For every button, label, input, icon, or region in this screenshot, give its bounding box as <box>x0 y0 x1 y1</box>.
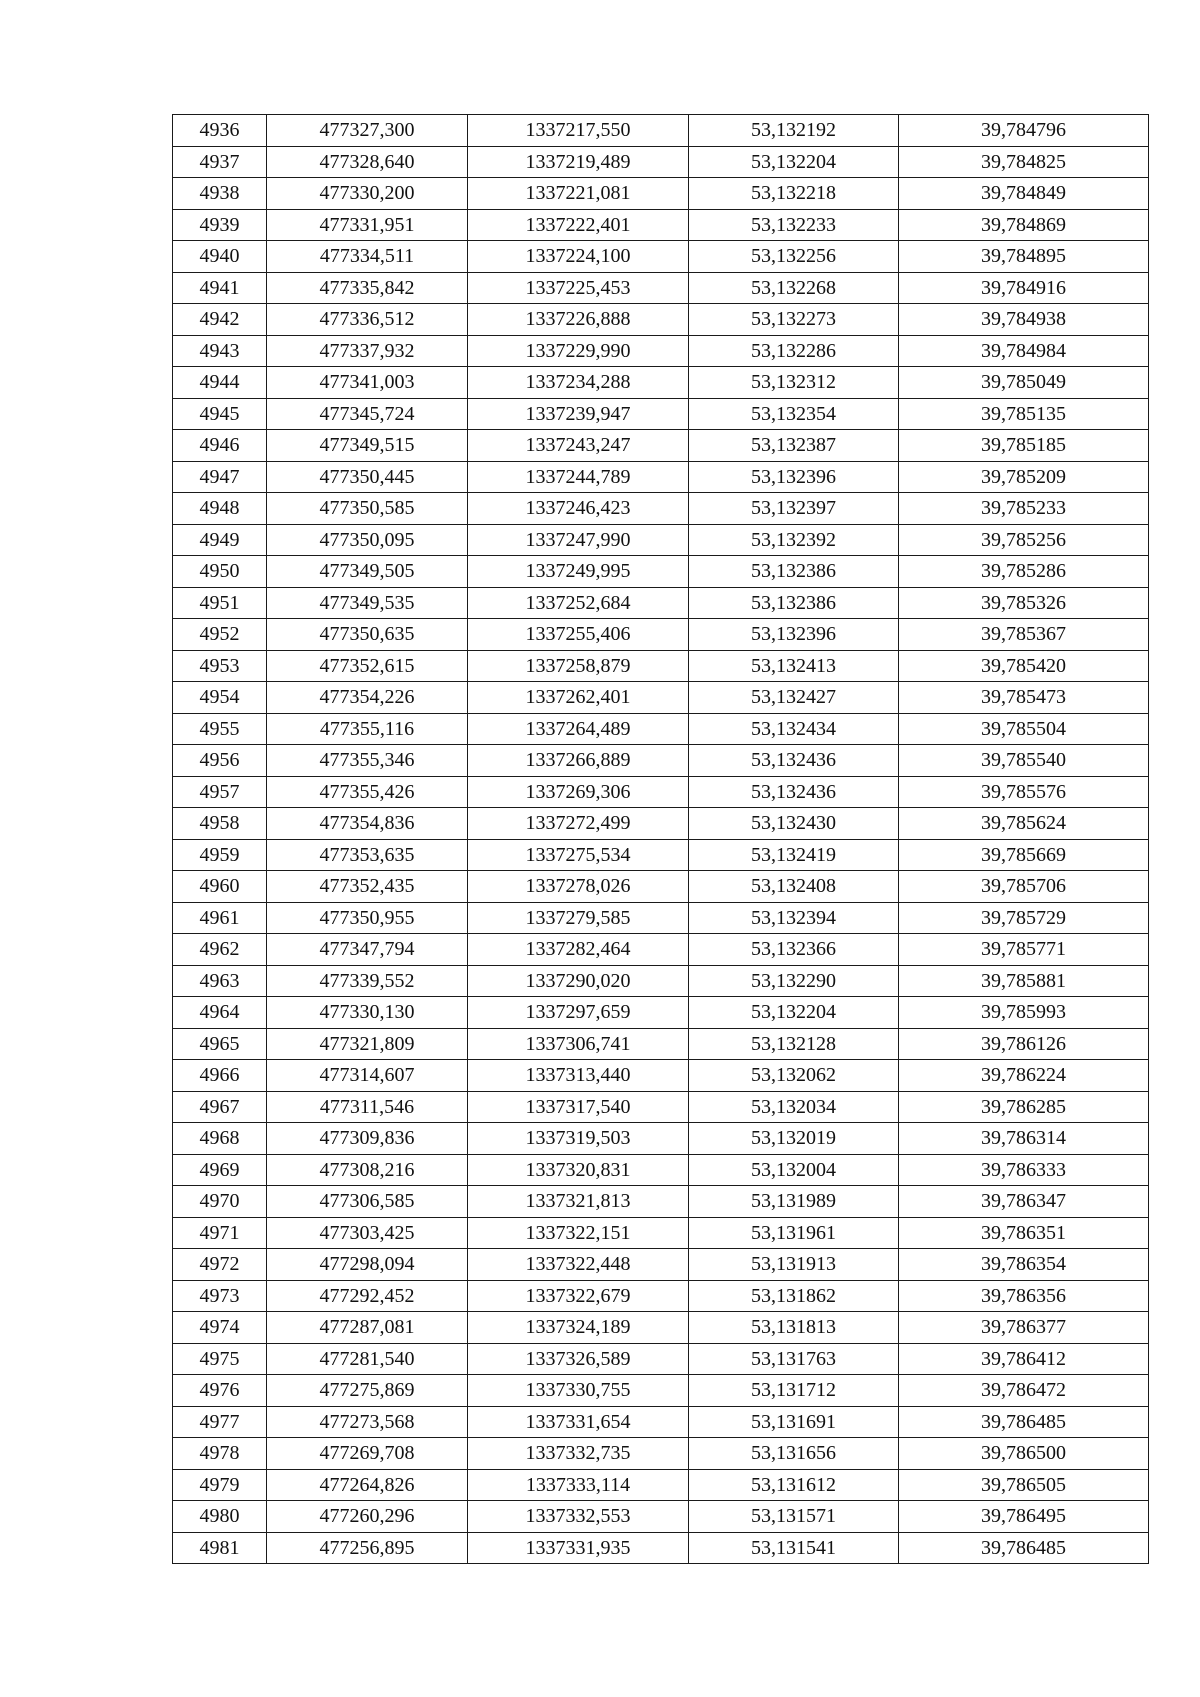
latitude-cell: 53,132004 <box>689 1154 899 1186</box>
point-number-cell: 4944 <box>173 367 267 399</box>
x-coordinate-cell: 477352,615 <box>267 650 468 682</box>
x-coordinate-cell: 477349,515 <box>267 430 468 462</box>
y-coordinate-cell: 1337331,935 <box>468 1532 689 1564</box>
table-row <box>173 556 1149 588</box>
y-coordinate-cell: 1337249,995 <box>468 556 689 588</box>
table-row <box>173 587 1149 619</box>
point-number-cell: 4957 <box>173 776 267 808</box>
longitude-cell: 39,786126 <box>899 1028 1149 1060</box>
latitude-cell: 53,131571 <box>689 1501 899 1533</box>
table-row <box>173 1406 1149 1438</box>
x-coordinate-cell: 477341,003 <box>267 367 468 399</box>
table-row <box>173 461 1149 493</box>
longitude-cell: 39,786285 <box>899 1091 1149 1123</box>
x-coordinate-cell: 477330,130 <box>267 997 468 1029</box>
table-row <box>173 398 1149 430</box>
table-row <box>173 1375 1149 1407</box>
x-coordinate-cell: 477350,635 <box>267 619 468 651</box>
x-coordinate-cell: 477292,452 <box>267 1280 468 1312</box>
x-coordinate-cell: 477345,724 <box>267 398 468 430</box>
latitude-cell: 53,131691 <box>689 1406 899 1438</box>
latitude-cell: 53,132419 <box>689 839 899 871</box>
table-row <box>173 493 1149 525</box>
table-row <box>173 209 1149 241</box>
y-coordinate-cell: 1337332,553 <box>468 1501 689 1533</box>
point-number-cell: 4936 <box>173 115 267 147</box>
longitude-cell: 39,786377 <box>899 1312 1149 1344</box>
table-row <box>173 1438 1149 1470</box>
y-coordinate-cell: 1337322,679 <box>468 1280 689 1312</box>
table-row <box>173 304 1149 336</box>
table-row <box>173 871 1149 903</box>
longitude-cell: 39,785286 <box>899 556 1149 588</box>
longitude-cell: 39,785540 <box>899 745 1149 777</box>
latitude-cell: 53,132218 <box>689 178 899 210</box>
x-coordinate-cell: 477350,095 <box>267 524 468 556</box>
point-number-cell: 4965 <box>173 1028 267 1060</box>
point-number-cell: 4949 <box>173 524 267 556</box>
longitude-cell: 39,784916 <box>899 272 1149 304</box>
y-coordinate-cell: 1337224,100 <box>468 241 689 273</box>
point-number-cell: 4978 <box>173 1438 267 1470</box>
x-coordinate-cell: 477309,836 <box>267 1123 468 1155</box>
x-coordinate-cell: 477349,535 <box>267 587 468 619</box>
y-coordinate-cell: 1337322,151 <box>468 1217 689 1249</box>
latitude-cell: 53,132413 <box>689 650 899 682</box>
latitude-cell: 53,131656 <box>689 1438 899 1470</box>
longitude-cell: 39,786485 <box>899 1532 1149 1564</box>
point-number-cell: 4941 <box>173 272 267 304</box>
y-coordinate-cell: 1337297,659 <box>468 997 689 1029</box>
point-number-cell: 4976 <box>173 1375 267 1407</box>
point-number-cell: 4970 <box>173 1186 267 1218</box>
x-coordinate-cell: 477350,445 <box>267 461 468 493</box>
x-coordinate-cell: 477354,836 <box>267 808 468 840</box>
y-coordinate-cell: 1337324,189 <box>468 1312 689 1344</box>
table-row <box>173 1501 1149 1533</box>
x-coordinate-cell: 477355,116 <box>267 713 468 745</box>
longitude-cell: 39,786356 <box>899 1280 1149 1312</box>
latitude-cell: 53,132019 <box>689 1123 899 1155</box>
latitude-cell: 53,132268 <box>689 272 899 304</box>
latitude-cell: 53,131763 <box>689 1343 899 1375</box>
x-coordinate-cell: 477269,708 <box>267 1438 468 1470</box>
y-coordinate-cell: 1337226,888 <box>468 304 689 336</box>
table-row <box>173 682 1149 714</box>
table-row <box>173 1217 1149 1249</box>
x-coordinate-cell: 477303,425 <box>267 1217 468 1249</box>
point-number-cell: 4950 <box>173 556 267 588</box>
longitude-cell: 39,785473 <box>899 682 1149 714</box>
latitude-cell: 53,132396 <box>689 461 899 493</box>
point-number-cell: 4955 <box>173 713 267 745</box>
y-coordinate-cell: 1337221,081 <box>468 178 689 210</box>
point-number-cell: 4939 <box>173 209 267 241</box>
longitude-cell: 39,786472 <box>899 1375 1149 1407</box>
y-coordinate-cell: 1337262,401 <box>468 682 689 714</box>
y-coordinate-cell: 1337255,406 <box>468 619 689 651</box>
point-number-cell: 4980 <box>173 1501 267 1533</box>
longitude-cell: 39,785881 <box>899 965 1149 997</box>
table-row <box>173 430 1149 462</box>
table-row <box>173 1060 1149 1092</box>
point-number-cell: 4948 <box>173 493 267 525</box>
table-row <box>173 1091 1149 1123</box>
point-number-cell: 4963 <box>173 965 267 997</box>
y-coordinate-cell: 1337330,755 <box>468 1375 689 1407</box>
latitude-cell: 53,132273 <box>689 304 899 336</box>
point-number-cell: 4943 <box>173 335 267 367</box>
y-coordinate-cell: 1337219,489 <box>468 146 689 178</box>
latitude-cell: 53,132204 <box>689 146 899 178</box>
x-coordinate-cell: 477327,300 <box>267 115 468 147</box>
y-coordinate-cell: 1337229,990 <box>468 335 689 367</box>
point-number-cell: 4966 <box>173 1060 267 1092</box>
point-number-cell: 4959 <box>173 839 267 871</box>
y-coordinate-cell: 1337246,423 <box>468 493 689 525</box>
longitude-cell: 39,785993 <box>899 997 1149 1029</box>
y-coordinate-cell: 1337275,534 <box>468 839 689 871</box>
point-number-cell: 4973 <box>173 1280 267 1312</box>
longitude-cell: 39,785729 <box>899 902 1149 934</box>
y-coordinate-cell: 1337244,789 <box>468 461 689 493</box>
longitude-cell: 39,785135 <box>899 398 1149 430</box>
latitude-cell: 53,132366 <box>689 934 899 966</box>
y-coordinate-cell: 1337234,288 <box>468 367 689 399</box>
table-row <box>173 367 1149 399</box>
latitude-cell: 53,132128 <box>689 1028 899 1060</box>
longitude-cell: 39,784869 <box>899 209 1149 241</box>
x-coordinate-cell: 477337,932 <box>267 335 468 367</box>
point-number-cell: 4954 <box>173 682 267 714</box>
longitude-cell: 39,785185 <box>899 430 1149 462</box>
longitude-cell: 39,786485 <box>899 1406 1149 1438</box>
table-row <box>173 1028 1149 1060</box>
x-coordinate-cell: 477311,546 <box>267 1091 468 1123</box>
table-row <box>173 1249 1149 1281</box>
table-row <box>173 745 1149 777</box>
table-row <box>173 1312 1149 1344</box>
latitude-cell: 53,132434 <box>689 713 899 745</box>
table-row <box>173 1280 1149 1312</box>
longitude-cell: 39,786505 <box>899 1469 1149 1501</box>
y-coordinate-cell: 1337331,654 <box>468 1406 689 1438</box>
point-number-cell: 4958 <box>173 808 267 840</box>
latitude-cell: 53,131541 <box>689 1532 899 1564</box>
x-coordinate-cell: 477350,955 <box>267 902 468 934</box>
x-coordinate-cell: 477339,552 <box>267 965 468 997</box>
table-row <box>173 713 1149 745</box>
table-row <box>173 934 1149 966</box>
table-row <box>173 272 1149 304</box>
point-number-cell: 4962 <box>173 934 267 966</box>
table-row <box>173 997 1149 1029</box>
longitude-cell: 39,784796 <box>899 115 1149 147</box>
x-coordinate-cell: 477321,809 <box>267 1028 468 1060</box>
longitude-cell: 39,785624 <box>899 808 1149 840</box>
latitude-cell: 53,132233 <box>689 209 899 241</box>
point-number-cell: 4971 <box>173 1217 267 1249</box>
latitude-cell: 53,132392 <box>689 524 899 556</box>
y-coordinate-cell: 1337317,540 <box>468 1091 689 1123</box>
y-coordinate-cell: 1337332,735 <box>468 1438 689 1470</box>
table-row <box>173 1123 1149 1155</box>
x-coordinate-cell: 477308,216 <box>267 1154 468 1186</box>
longitude-cell: 39,786333 <box>899 1154 1149 1186</box>
latitude-cell: 53,132192 <box>689 115 899 147</box>
point-number-cell: 4947 <box>173 461 267 493</box>
table-row <box>173 808 1149 840</box>
point-number-cell: 4942 <box>173 304 267 336</box>
x-coordinate-cell: 477355,346 <box>267 745 468 777</box>
longitude-cell: 39,784984 <box>899 335 1149 367</box>
x-coordinate-cell: 477314,607 <box>267 1060 468 1092</box>
coordinates-table-body <box>173 115 1149 1564</box>
x-coordinate-cell: 477273,568 <box>267 1406 468 1438</box>
latitude-cell: 53,132394 <box>689 902 899 934</box>
y-coordinate-cell: 1337258,879 <box>468 650 689 682</box>
latitude-cell: 53,131862 <box>689 1280 899 1312</box>
point-number-cell: 4977 <box>173 1406 267 1438</box>
y-coordinate-cell: 1337319,503 <box>468 1123 689 1155</box>
y-coordinate-cell: 1337225,453 <box>468 272 689 304</box>
point-number-cell: 4961 <box>173 902 267 934</box>
table-row <box>173 902 1149 934</box>
point-number-cell: 4969 <box>173 1154 267 1186</box>
y-coordinate-cell: 1337322,448 <box>468 1249 689 1281</box>
y-coordinate-cell: 1337222,401 <box>468 209 689 241</box>
latitude-cell: 53,131989 <box>689 1186 899 1218</box>
table-row <box>173 1343 1149 1375</box>
point-number-cell: 4974 <box>173 1312 267 1344</box>
y-coordinate-cell: 1337333,114 <box>468 1469 689 1501</box>
latitude-cell: 53,132354 <box>689 398 899 430</box>
x-coordinate-cell: 477349,505 <box>267 556 468 588</box>
y-coordinate-cell: 1337264,489 <box>468 713 689 745</box>
point-number-cell: 4946 <box>173 430 267 462</box>
point-number-cell: 4960 <box>173 871 267 903</box>
latitude-cell: 53,132387 <box>689 430 899 462</box>
x-coordinate-cell: 477331,951 <box>267 209 468 241</box>
table-row <box>173 241 1149 273</box>
x-coordinate-cell: 477328,640 <box>267 146 468 178</box>
y-coordinate-cell: 1337269,306 <box>468 776 689 808</box>
latitude-cell: 53,132312 <box>689 367 899 399</box>
longitude-cell: 39,785771 <box>899 934 1149 966</box>
latitude-cell: 53,131961 <box>689 1217 899 1249</box>
point-number-cell: 4967 <box>173 1091 267 1123</box>
table-row <box>173 965 1149 997</box>
longitude-cell: 39,785576 <box>899 776 1149 808</box>
y-coordinate-cell: 1337217,550 <box>468 115 689 147</box>
y-coordinate-cell: 1337243,247 <box>468 430 689 462</box>
longitude-cell: 39,786412 <box>899 1343 1149 1375</box>
latitude-cell: 53,132386 <box>689 556 899 588</box>
latitude-cell: 53,132034 <box>689 1091 899 1123</box>
point-number-cell: 4952 <box>173 619 267 651</box>
table-row <box>173 839 1149 871</box>
longitude-cell: 39,786500 <box>899 1438 1149 1470</box>
longitude-cell: 39,786314 <box>899 1123 1149 1155</box>
y-coordinate-cell: 1337279,585 <box>468 902 689 934</box>
x-coordinate-cell: 477347,794 <box>267 934 468 966</box>
x-coordinate-cell: 477335,842 <box>267 272 468 304</box>
x-coordinate-cell: 477350,585 <box>267 493 468 525</box>
latitude-cell: 53,132408 <box>689 871 899 903</box>
longitude-cell: 39,785420 <box>899 650 1149 682</box>
latitude-cell: 53,132256 <box>689 241 899 273</box>
latitude-cell: 53,132430 <box>689 808 899 840</box>
latitude-cell: 53,131913 <box>689 1249 899 1281</box>
longitude-cell: 39,784895 <box>899 241 1149 273</box>
latitude-cell: 53,132386 <box>689 587 899 619</box>
latitude-cell: 53,132397 <box>689 493 899 525</box>
point-number-cell: 4945 <box>173 398 267 430</box>
longitude-cell: 39,786495 <box>899 1501 1149 1533</box>
point-number-cell: 4964 <box>173 997 267 1029</box>
x-coordinate-cell: 477334,511 <box>267 241 468 273</box>
y-coordinate-cell: 1337239,947 <box>468 398 689 430</box>
table-row <box>173 1154 1149 1186</box>
table-row <box>173 1469 1149 1501</box>
y-coordinate-cell: 1337282,464 <box>468 934 689 966</box>
latitude-cell: 53,132062 <box>689 1060 899 1092</box>
y-coordinate-cell: 1337306,741 <box>468 1028 689 1060</box>
point-number-cell: 4979 <box>173 1469 267 1501</box>
latitude-cell: 53,131813 <box>689 1312 899 1344</box>
longitude-cell: 39,785706 <box>899 871 1149 903</box>
point-number-cell: 4951 <box>173 587 267 619</box>
longitude-cell: 39,785233 <box>899 493 1149 525</box>
point-number-cell: 4975 <box>173 1343 267 1375</box>
point-number-cell: 4972 <box>173 1249 267 1281</box>
longitude-cell: 39,784938 <box>899 304 1149 336</box>
longitude-cell: 39,786224 <box>899 1060 1149 1092</box>
x-coordinate-cell: 477355,426 <box>267 776 468 808</box>
point-number-cell: 4981 <box>173 1532 267 1564</box>
latitude-cell: 53,132204 <box>689 997 899 1029</box>
coordinates-table <box>172 114 1149 1564</box>
x-coordinate-cell: 477306,585 <box>267 1186 468 1218</box>
latitude-cell: 53,132286 <box>689 335 899 367</box>
x-coordinate-cell: 477260,296 <box>267 1501 468 1533</box>
longitude-cell: 39,785504 <box>899 713 1149 745</box>
longitude-cell: 39,785049 <box>899 367 1149 399</box>
point-number-cell: 4940 <box>173 241 267 273</box>
point-number-cell: 4937 <box>173 146 267 178</box>
y-coordinate-cell: 1337326,589 <box>468 1343 689 1375</box>
longitude-cell: 39,786351 <box>899 1217 1149 1249</box>
table-row <box>173 178 1149 210</box>
x-coordinate-cell: 477353,635 <box>267 839 468 871</box>
x-coordinate-cell: 477287,081 <box>267 1312 468 1344</box>
table-row <box>173 335 1149 367</box>
latitude-cell: 53,131612 <box>689 1469 899 1501</box>
longitude-cell: 39,785669 <box>899 839 1149 871</box>
point-number-cell: 4956 <box>173 745 267 777</box>
table-row <box>173 1532 1149 1564</box>
x-coordinate-cell: 477354,226 <box>267 682 468 714</box>
longitude-cell: 39,785256 <box>899 524 1149 556</box>
longitude-cell: 39,785367 <box>899 619 1149 651</box>
latitude-cell: 53,132396 <box>689 619 899 651</box>
x-coordinate-cell: 477330,200 <box>267 178 468 210</box>
longitude-cell: 39,785326 <box>899 587 1149 619</box>
x-coordinate-cell: 477281,540 <box>267 1343 468 1375</box>
y-coordinate-cell: 1337313,440 <box>468 1060 689 1092</box>
table-row <box>173 1186 1149 1218</box>
x-coordinate-cell: 477298,094 <box>267 1249 468 1281</box>
point-number-cell: 4938 <box>173 178 267 210</box>
longitude-cell: 39,786347 <box>899 1186 1149 1218</box>
y-coordinate-cell: 1337290,020 <box>468 965 689 997</box>
y-coordinate-cell: 1337266,889 <box>468 745 689 777</box>
longitude-cell: 39,785209 <box>899 461 1149 493</box>
point-number-cell: 4968 <box>173 1123 267 1155</box>
latitude-cell: 53,132436 <box>689 776 899 808</box>
x-coordinate-cell: 477264,826 <box>267 1469 468 1501</box>
table-row <box>173 776 1149 808</box>
x-coordinate-cell: 477275,869 <box>267 1375 468 1407</box>
y-coordinate-cell: 1337252,684 <box>468 587 689 619</box>
y-coordinate-cell: 1337320,831 <box>468 1154 689 1186</box>
latitude-cell: 53,132436 <box>689 745 899 777</box>
table-row <box>173 115 1149 147</box>
y-coordinate-cell: 1337247,990 <box>468 524 689 556</box>
x-coordinate-cell: 477352,435 <box>267 871 468 903</box>
latitude-cell: 53,132427 <box>689 682 899 714</box>
point-number-cell: 4953 <box>173 650 267 682</box>
x-coordinate-cell: 477256,895 <box>267 1532 468 1564</box>
table-row <box>173 650 1149 682</box>
y-coordinate-cell: 1337321,813 <box>468 1186 689 1218</box>
longitude-cell: 39,784849 <box>899 178 1149 210</box>
table-row <box>173 619 1149 651</box>
longitude-cell: 39,784825 <box>899 146 1149 178</box>
latitude-cell: 53,132290 <box>689 965 899 997</box>
table-row <box>173 146 1149 178</box>
x-coordinate-cell: 477336,512 <box>267 304 468 336</box>
longitude-cell: 39,786354 <box>899 1249 1149 1281</box>
table-row <box>173 524 1149 556</box>
y-coordinate-cell: 1337272,499 <box>468 808 689 840</box>
y-coordinate-cell: 1337278,026 <box>468 871 689 903</box>
latitude-cell: 53,131712 <box>689 1375 899 1407</box>
